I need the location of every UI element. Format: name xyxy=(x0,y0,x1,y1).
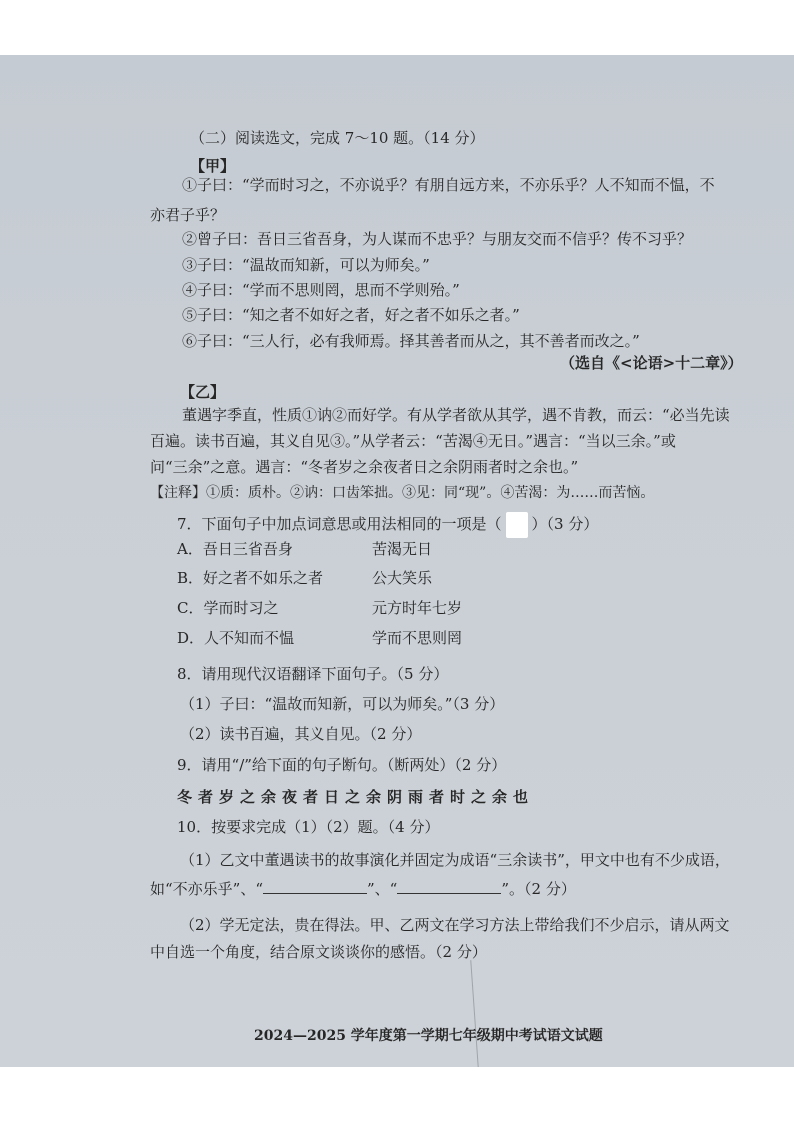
q10-s1b-post: ”。（2 分） xyxy=(501,880,576,898)
question-8-sub-2: （2）读书百遍，其义自见。（2 分） xyxy=(180,725,422,743)
jia-item-5: ⑤子曰：“知之者不如好之者，好之者不如乐之者。” xyxy=(182,306,520,324)
question-9-sentence: 冬者岁之余夜者日之余阴雨者时之余也 xyxy=(177,788,535,806)
option-b: B．好之者不如乐之者 xyxy=(177,569,324,587)
question-10-sub-2a: （2）学无定法，贵在得法。甲、乙两文在学习方法上带给我们不少启示，请从两文 xyxy=(180,916,730,934)
option-d: D．人不知而不愠 xyxy=(177,629,295,647)
q10-s1b-pre: 如“不亦乐乎”、“ xyxy=(150,880,264,898)
idiom-blank-1[interactable] xyxy=(263,879,367,894)
question-7-stem-before: 7．下面句子中加点词意思或用法相同的一项是（ xyxy=(177,515,502,533)
jia-source: （选自《<论语>十二章》） xyxy=(560,354,743,372)
yi-paragraph-3: 问“三余”之意。遇言：“冬者岁之余夜者日之余阴雨者时之余也。” xyxy=(150,458,579,476)
option-a: A．吾日三省吾身 xyxy=(177,540,293,558)
question-7-stem xyxy=(177,512,598,538)
question-10-stem: 10．按要求完成（1）（2）题。（4 分） xyxy=(177,818,440,836)
page-footer: 2024—2025 学年度第一学期七年级期中考试语文试题 xyxy=(254,1028,603,1044)
jia-item-1b: 亦君子乎？ xyxy=(150,206,226,224)
exam-page xyxy=(0,55,794,1067)
jia-item-2: ②曾子曰：吾日三省吾身，为人谋而不忠乎？与朋友交而不信乎？传不习乎？ xyxy=(182,230,693,248)
jia-item-1a: ①子曰：“学而时习之，不亦说乎？有朋自远方来，不亦乐乎？人不知而不愠，不 xyxy=(182,176,715,194)
yi-paragraph-2: 百遍。读书百遍，其义自见③。”从学者云：“苦渴④无日。”遇言：“当以三余。”或 xyxy=(150,432,676,450)
question-10-sub-1b xyxy=(150,879,576,899)
jia-label: 【甲】 xyxy=(190,157,236,175)
option-a-pair: 苦渴无日 xyxy=(372,540,433,558)
question-9-stem: 9．请用“/”给下面的句子断句。（断两处）（2 分） xyxy=(177,756,507,774)
question-7-stem-after: ）（3 分） xyxy=(531,515,599,533)
question-8-stem: 8．请用现代汉语翻译下面句子。（5 分） xyxy=(177,665,449,683)
section-header: （二）阅读选文，完成 7～10 题。（14 分） xyxy=(190,129,485,147)
option-c-pair: 元方时年七岁 xyxy=(372,599,463,617)
option-c: C．学而时习之 xyxy=(177,599,279,617)
jia-item-6: ⑥子曰：“三人行，必有我师焉。择其善者而从之，其不善者而改之。” xyxy=(182,332,640,350)
answer-blank-box[interactable] xyxy=(506,512,528,538)
question-10-sub-1a: （1）乙文中董遇读书的故事演化并固定为成语“三余读书”，甲文中也有不少成语， xyxy=(180,851,730,869)
yi-label: 【乙】 xyxy=(180,383,226,401)
jia-item-3: ③子曰：“温故而知新，可以为师矣。” xyxy=(182,256,430,274)
option-d-pair: 学而不思则罔 xyxy=(372,629,463,647)
option-b-pair: 公大笑乐 xyxy=(372,569,433,587)
question-10-sub-2b: 中自选一个角度，结合原文谈谈你的感悟。（2 分） xyxy=(150,943,487,961)
jia-item-4: ④子曰：“学而不思则罔，思而不学则殆。” xyxy=(182,281,460,299)
idiom-blank-2[interactable] xyxy=(397,879,501,894)
yi-paragraph-1: 董遇字季直，性质①讷②而好学。有从学者欲从其学，遇不肯教，而云：“必当先读 xyxy=(182,406,730,424)
annotation-notes: 【注释】①质：质朴。②讷：口齿笨拙。③见：同“现”。④苦渴：为……而苦恼。 xyxy=(150,485,655,501)
q10-s1b-mid: ”、“ xyxy=(367,880,398,898)
paper-crease xyxy=(470,960,483,1067)
question-8-sub-1: （1）子曰：“温故而知新，可以为师矣。”（3 分） xyxy=(180,695,505,713)
